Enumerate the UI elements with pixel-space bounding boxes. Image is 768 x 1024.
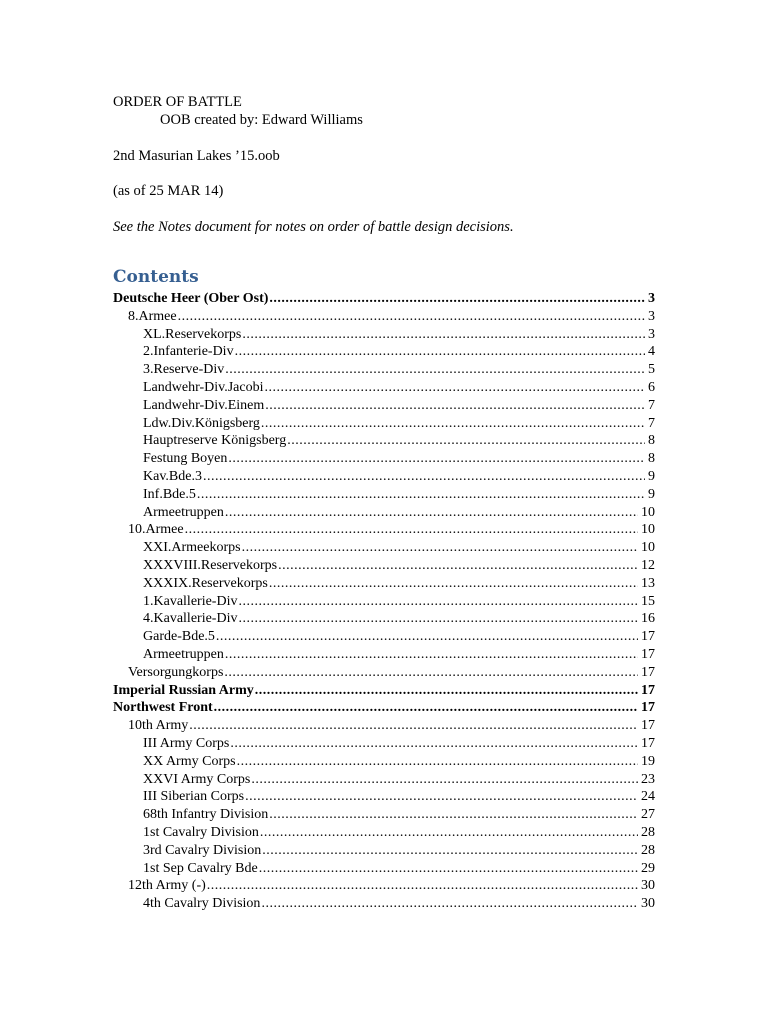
toc-entry-page: 17 — [641, 664, 655, 680]
toc-entry[interactable] — [128, 521, 655, 539]
toc-dot-leader — [269, 806, 638, 824]
toc-entry-page: 8 — [648, 451, 655, 467]
toc-entry-page: 23 — [641, 771, 655, 787]
toc-entry-page: 17 — [641, 700, 655, 716]
toc-entry[interactable] — [143, 575, 655, 593]
toc-entry-label: Armeetruppen — [143, 504, 224, 520]
toc-dot-leader — [228, 450, 645, 468]
toc-entry-page: 28 — [641, 842, 655, 858]
toc-entry-label: Versorgungkorps — [128, 664, 224, 680]
toc-entry-page: 6 — [648, 380, 655, 395]
toc-entry[interactable] — [143, 842, 655, 860]
toc-entry[interactable] — [143, 504, 655, 522]
toc-dot-leader — [278, 557, 638, 575]
toc-dot-leader — [259, 860, 638, 878]
toc-entry[interactable] — [143, 824, 655, 842]
toc-entry-label: 1st Cavalry Division — [143, 825, 259, 840]
toc-entry-page: 28 — [641, 825, 655, 840]
toc-dot-leader — [238, 610, 638, 628]
toc-entry-page: 17 — [641, 682, 655, 698]
toc-entry-label: 8.Armee — [128, 308, 177, 324]
toc-entry-label: 4.Kavallerie-Div — [143, 611, 238, 627]
toc-entry-label: 12th Army (-) — [128, 878, 206, 894]
toc-entry-label: 1.Kavallerie-Div — [143, 593, 238, 609]
toc-entry-page: 27 — [641, 807, 655, 823]
toc-entry-page: 17 — [641, 736, 655, 751]
toc-dot-leader — [216, 628, 638, 646]
toc-entry[interactable] — [143, 450, 655, 468]
toc-entry[interactable] — [143, 628, 655, 646]
toc-entry-page: 12 — [641, 558, 655, 573]
notes-line: See the Notes document for notes on order of battle design decisions. — [113, 219, 514, 235]
toc-entry-page: 10 — [641, 522, 655, 538]
toc-entry-page: 19 — [641, 753, 655, 769]
toc-entry-label: 4th Cavalry Division — [143, 896, 261, 912]
toc-dot-leader — [225, 504, 638, 522]
toc-entry-page: 17 — [641, 647, 655, 662]
toc-entry-label: 68th Infantry Division — [143, 807, 269, 823]
toc-entry-label: Armeetruppen — [143, 647, 224, 662]
toc-entry-label: Northwest Front — [113, 700, 213, 716]
toc-dot-leader — [251, 771, 638, 789]
toc-entry[interactable] — [143, 806, 655, 824]
contents-heading: Contents — [113, 267, 199, 287]
toc-entry-page: 30 — [641, 896, 655, 912]
toc-entry-label: 3rd Cavalry Division — [143, 842, 262, 858]
toc-entry-page: 3 — [648, 308, 655, 324]
toc-entry-page: 10 — [641, 504, 655, 520]
toc-entry-label: Kav.Bde.3 — [143, 469, 202, 484]
toc-entry[interactable] — [143, 397, 655, 415]
toc-dot-leader — [287, 432, 645, 450]
toc-entry[interactable] — [143, 753, 655, 771]
toc-entry-label: XXXIX.Reservekorps — [143, 575, 268, 591]
toc-entry-page: 10 — [641, 540, 655, 556]
toc-entry-page: 15 — [641, 593, 655, 609]
toc-entry[interactable] — [143, 788, 655, 806]
toc-entry[interactable] — [143, 539, 655, 557]
toc-entry[interactable] — [143, 646, 655, 664]
toc-entry-page: 5 — [648, 362, 655, 378]
toc-entry-label: Hauptreserve Königsberg — [143, 433, 287, 449]
toc-dot-leader — [225, 646, 638, 664]
toc-entry-label: XXVI Army Corps — [143, 771, 251, 787]
toc-entry[interactable] — [143, 895, 655, 913]
toc-entry-label: 1st Sep Cavalry Bde — [143, 860, 258, 876]
toc-entry[interactable] — [143, 771, 655, 789]
toc-entry-label: Festung Boyen — [143, 451, 228, 467]
toc-entry-page: 3 — [648, 326, 655, 342]
toc-entry[interactable] — [143, 593, 655, 611]
toc-entry[interactable] — [143, 860, 655, 878]
toc-entry-label: Inf.Bde.5 — [143, 486, 196, 502]
toc-entry-label: Landwehr-Div.Jacobi — [143, 380, 264, 395]
document-title: ORDER OF BATTLE — [113, 94, 242, 110]
toc-dot-leader — [255, 682, 638, 700]
toc-dot-leader — [225, 361, 645, 379]
toc-dot-leader — [262, 842, 638, 860]
toc-entry-page: 7 — [648, 415, 655, 431]
toc-entry-label: XXXVIII.Reservekorps — [143, 558, 278, 573]
toc-entry-page: 7 — [648, 397, 655, 413]
toc-dot-leader — [265, 397, 645, 415]
toc-dot-leader — [265, 379, 646, 397]
toc-entry-page: 4 — [648, 344, 655, 360]
toc-entry-page: 17 — [641, 718, 655, 734]
toc-entry[interactable] — [128, 877, 655, 895]
toc-entry-label: III Siberian Corps — [143, 789, 245, 805]
toc-entry[interactable] — [128, 717, 655, 735]
toc-entry[interactable] — [143, 343, 655, 361]
toc-entry-label: Imperial Russian Army — [113, 682, 254, 698]
toc-entry[interactable] — [143, 415, 655, 433]
toc-dot-leader — [245, 788, 638, 806]
toc-dot-leader — [261, 895, 638, 913]
toc-dot-leader — [189, 717, 638, 735]
toc-dot-leader — [269, 575, 638, 593]
toc-dot-leader — [235, 343, 645, 361]
toc-entry[interactable] — [143, 326, 655, 344]
toc-entry-page: 3 — [648, 291, 655, 306]
toc-entry-label: 3.Reserve-Div — [143, 362, 225, 378]
toc-entry-label: Deutsche Heer (Ober Ost) — [113, 291, 269, 306]
toc-dot-leader — [178, 308, 645, 326]
toc-entry-page: 17 — [641, 629, 655, 645]
toc-entry[interactable] — [113, 699, 655, 717]
toc-entry[interactable] — [143, 557, 655, 575]
toc-entry-page: 24 — [641, 789, 655, 805]
toc-dot-leader — [242, 539, 638, 557]
toc-entry[interactable] — [113, 290, 655, 308]
toc-entry-page: 30 — [641, 878, 655, 894]
toc-entry-page: 13 — [641, 575, 655, 591]
toc-entry-label: Garde-Bde.5 — [143, 629, 215, 645]
toc-entry-label: Landwehr-Div.Einem — [143, 397, 265, 413]
toc-dot-leader — [207, 877, 638, 895]
toc-entry[interactable] — [143, 610, 655, 628]
toc-dot-leader — [214, 699, 638, 717]
toc-dot-leader — [269, 290, 645, 308]
toc-dot-leader — [237, 753, 638, 771]
toc-entry-label: XL.Reservekorps — [143, 326, 242, 342]
toc-entry-label: Ldw.Div.Königsberg — [143, 415, 260, 431]
toc-entry-page: 8 — [648, 433, 655, 449]
toc-entry-label: III Army Corps — [143, 736, 230, 751]
toc-entry[interactable] — [128, 664, 655, 682]
toc-entry-page: 16 — [641, 611, 655, 627]
filename-line: 2nd Masurian Lakes ’15.oob — [113, 148, 280, 164]
toc-entry-page: 29 — [641, 860, 655, 876]
toc-dot-leader — [185, 521, 638, 539]
toc-entry[interactable] — [143, 432, 655, 450]
as-of-date: (as of 25 MAR 14) — [113, 183, 224, 199]
toc-entry-label: 2.Infanterie-Div — [143, 344, 234, 360]
toc-dot-leader — [230, 735, 638, 753]
toc-dot-leader — [260, 824, 638, 842]
toc-dot-leader — [203, 468, 645, 486]
toc-entry-label: XX Army Corps — [143, 753, 236, 769]
toc-entry[interactable] — [128, 308, 655, 326]
toc-entry[interactable] — [143, 735, 655, 753]
toc-entry[interactable] — [143, 486, 655, 504]
toc-entry[interactable] — [143, 379, 655, 397]
toc-dot-leader — [197, 486, 645, 504]
toc-entry[interactable] — [143, 361, 655, 379]
toc-entry-label: XXI.Armeekorps — [143, 540, 241, 556]
author-line: OOB created by: Edward Williams — [160, 112, 363, 128]
toc-dot-leader — [242, 326, 645, 344]
toc-dot-leader — [238, 593, 638, 611]
toc-entry-page: 9 — [648, 486, 655, 502]
toc-entry-page: 9 — [648, 469, 655, 484]
toc-entry-label: 10th Army — [128, 718, 189, 734]
toc-dot-leader — [261, 415, 645, 433]
toc-entry-label: 10.Armee — [128, 522, 184, 538]
toc-dot-leader — [224, 664, 638, 682]
toc-entry[interactable] — [113, 682, 655, 700]
toc-entry[interactable] — [143, 468, 655, 486]
